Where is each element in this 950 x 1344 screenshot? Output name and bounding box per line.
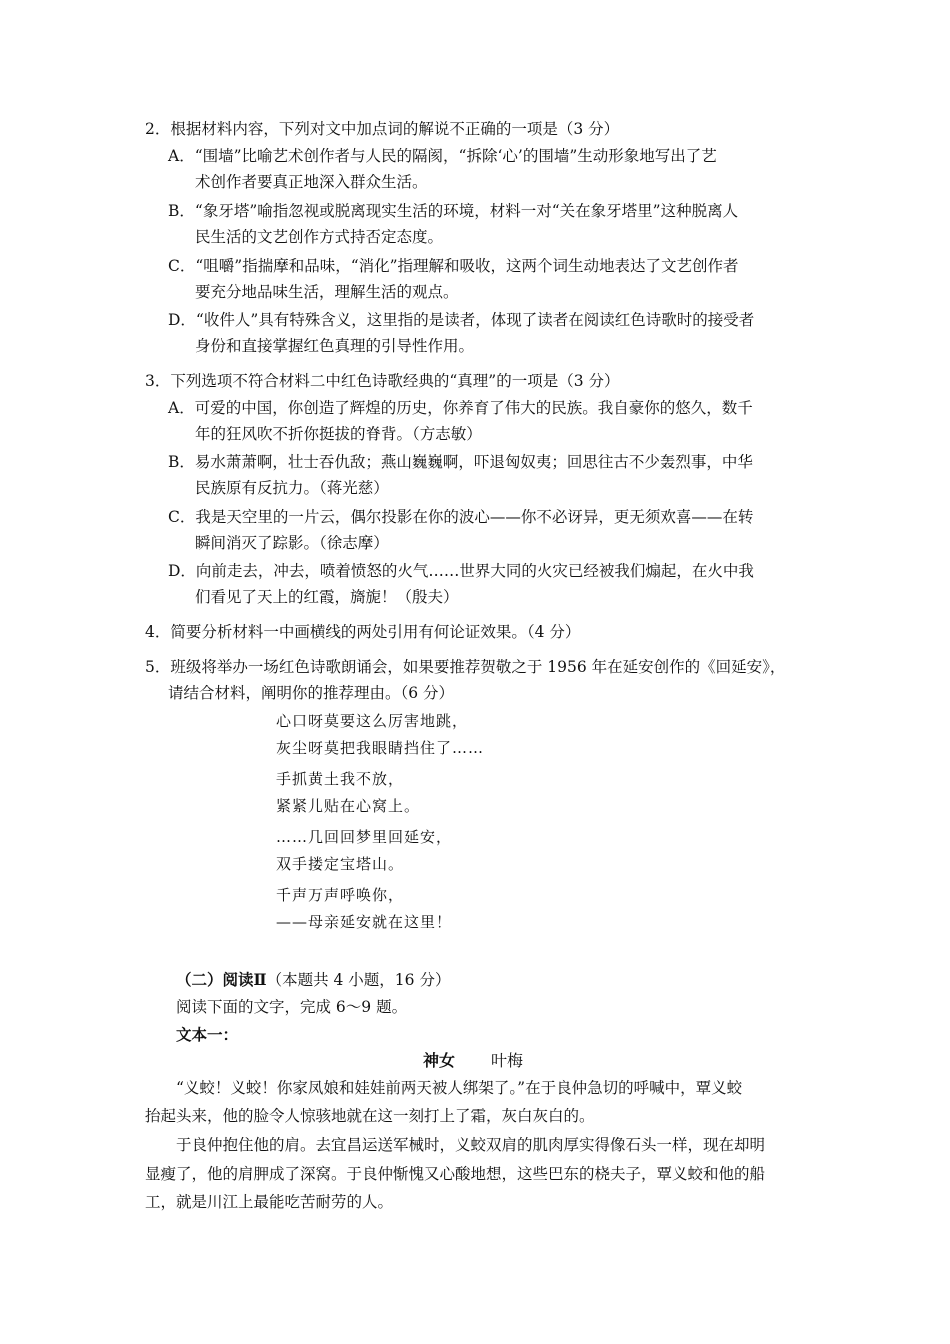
q3-option-b-line2: 民族原有反抗力。（蒋光慈） <box>195 479 389 497</box>
poem-line-3: 手抓黄土我不放， <box>276 770 405 788</box>
article-author: 叶梅 <box>491 1051 524 1070</box>
article-title-line <box>423 1051 523 1071</box>
section-heading-title: （二）阅读Ⅱ <box>176 970 267 989</box>
q2-option-b-line2: 民生活的文艺创作方式持否定态度。 <box>195 228 444 246</box>
q3-option-a-line2: 年的狂风吹不折你挺拔的脊背。（方志敏） <box>195 425 482 443</box>
section-instruction: 阅读下面的文字，完成 6～9 题。 <box>176 998 408 1016</box>
poem-line-4: 紧紧儿贴在心窝上。 <box>276 797 421 815</box>
section-heading-note: （本题共 4 小题，16 分） <box>266 971 451 989</box>
q2-option-b-line1: B．“象牙塔”喻指忽视或脱离现实生活的环境，材料一对“关在象牙塔里”这种脱离人 <box>168 202 739 220</box>
q2-option-d-line2: 身份和直接掌握红色真理的引导性作用。 <box>195 337 475 355</box>
paragraph-2-line3: 工，就是川江上最能吃苦耐劳的人。 <box>145 1193 394 1211</box>
poem-line-1: 心口呀莫要这么厉害地跳， <box>276 712 469 730</box>
q2-option-d-line1: D．“收件人”具有特殊含义，这里指的是读者，体现了读者在阅读红色诗歌时的接受者 <box>168 311 755 329</box>
poem-line-5: ……几回回梦里回延安， <box>276 828 453 846</box>
q3-stem: 3．下列选项不符合材料二中红色诗歌经典的“真理”的一项是（3 分） <box>145 372 620 390</box>
poem-line-8: ——母亲延安就在这里！ <box>276 913 453 931</box>
paragraph-1-line2: 抬起头来，他的脸令人惊骇地就在这一刻打上了霜，灰白灰白的。 <box>145 1107 595 1125</box>
q5-stem-line2: 请结合材料，阐明你的推荐理由。（6 分） <box>168 684 455 702</box>
q5-stem-line1: 5．班级将举办一场红色诗歌朗诵会，如果要推荐贺敬之于 1956 年在延安创作的《回延安》， <box>145 658 786 676</box>
poem-line-7: 千声万声呼唤你， <box>276 886 405 904</box>
text-one-label: 文本一： <box>176 1025 239 1044</box>
q3-option-d-line2: 们看见了天上的红霞，旖旎！（殷夫） <box>195 588 459 606</box>
paragraph-2-line2: 显瘦了，他的肩胛成了深窝。于良仲惭愧又心酸地想，这些巴东的桡夫子，覃义蛟和他的船 <box>145 1165 766 1183</box>
paragraph-1-line1: “义蛟！义蛟！你家凤娘和娃娃前两天被人绑架了。”在于良仲急切的呼喊中，覃义蛟 <box>176 1079 743 1097</box>
q2-option-c-line1: C．“咀嚼”指揣摩和品味，“消化”指理解和吸收，这两个词生动地表达了文艺创作者 <box>168 257 739 275</box>
q3-option-a-line1: A．可爱的中国，你创造了辉煌的历史，你养育了伟大的民族。我自豪你的悠久，数千 <box>168 399 753 417</box>
q2-option-c-line2: 要充分地品味生活，理解生活的观点。 <box>195 283 459 301</box>
article-title: 神女 <box>423 1051 456 1070</box>
q4-stem: 4．简要分析材料一中画横线的两处引用有何论证效果。（4 分） <box>145 623 581 641</box>
poem-line-2: 灰尘呀莫把我眼睛挡住了…… <box>276 739 485 757</box>
q2-option-a-line1: A．“围墙”比喻艺术创作者与人民的隔阂，“拆除‘心’的围墙”生动形象地写出了艺 <box>168 147 717 165</box>
q2-option-a-line2: 术创作者要真正地深入群众生活。 <box>195 173 428 191</box>
q3-option-c-line1: C．我是天空里的一片云，偶尔投影在你的波心——你不必讶异，更无须欢喜——在转 <box>168 508 754 526</box>
q3-option-b-line1: B．易水萧萧啊，壮士吞仇敌；燕山巍巍啊，吓退匈奴夷；回思往古不少轰烈事，中华 <box>168 453 753 471</box>
q3-option-c-line2: 瞬间消灭了踪影。（徐志摩） <box>195 534 389 552</box>
paragraph-2-line1: 于良仲抱住他的肩。去宜昌运送军械时，义蛟双肩的肌肉厚实得像石头一样，现在却明 <box>176 1136 766 1154</box>
q3-option-d-line1: D．向前走去，冲去，喷着愤怒的火气……世界大同的火灾已经被我们煽起，在火中我 <box>168 562 754 580</box>
poem-line-6: 双手搂定宝塔山。 <box>276 855 405 873</box>
q2-stem: 2．根据材料内容，下列对文中加点词的解说不正确的一项是（3 分） <box>145 120 620 138</box>
section-heading <box>176 970 450 990</box>
